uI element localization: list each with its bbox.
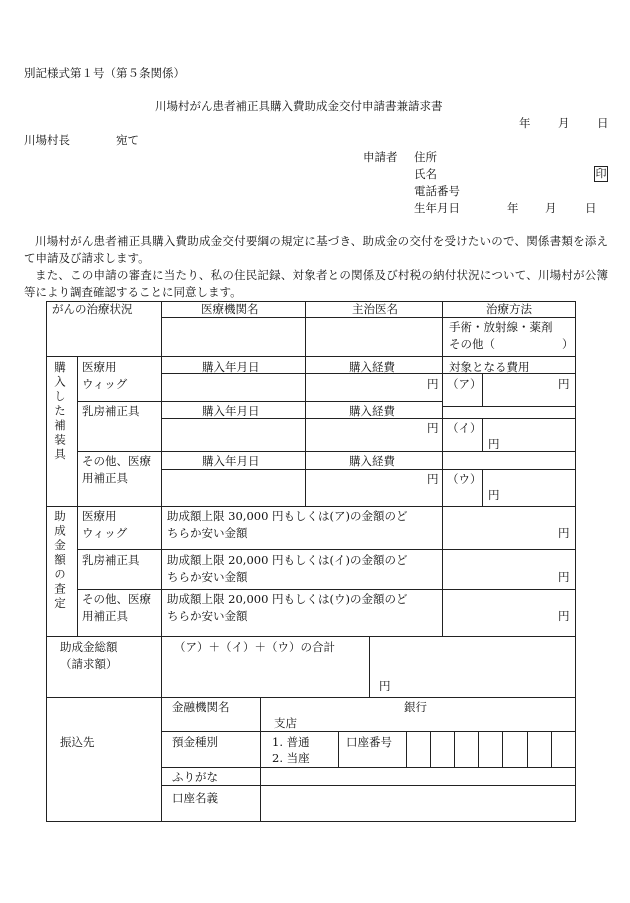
date-day: 日 <box>597 116 609 130</box>
assess3-name-2: 用補正具 <box>82 609 128 623</box>
assess3-rule-2: ちらか安い金額 <box>167 609 248 623</box>
assess1-name-2: ウィッグ <box>82 526 128 540</box>
account-type-1: 1. 普通 <box>272 735 310 749</box>
birth-day: 日 <box>585 201 597 215</box>
method-other: その他（ <box>449 337 495 351</box>
assess1-rule-2: ちらか安い金額 <box>167 526 248 540</box>
body-paragraph-1: 川場村がん患者補正具購入費助成金交付要綱の規定に基づき、助成金の交付を受けたいので、関係書類を添えて申請及び請求します。 <box>24 234 608 265</box>
form-number: 別記様式第１号（第５条関係） <box>24 66 185 80</box>
transfer-label: 振込先 <box>60 735 95 749</box>
addressee-suffix: 宛て <box>116 133 139 147</box>
item3-date-label: 購入年月日 <box>202 454 260 468</box>
seal-mark: 印 <box>595 167 607 180</box>
date-year: 年 <box>519 116 531 130</box>
birth-year: 年 <box>507 201 519 215</box>
item2-mark: （イ） <box>447 421 482 435</box>
bank-suffix: 銀行 <box>404 700 427 714</box>
branch-suffix: 支店 <box>274 716 297 730</box>
target-cost-label: 対象となる費用 <box>449 360 530 374</box>
furigana-label: ふりがな <box>172 770 218 784</box>
assess3-name-1: その他、医療 <box>82 592 151 606</box>
account-number-label: 口座番号 <box>346 735 392 749</box>
account-name-label: 口座名義 <box>172 791 218 805</box>
account-type-2: 2. 当座 <box>272 751 310 765</box>
date-month: 月 <box>558 116 570 130</box>
item1-cost-label: 購入経費 <box>349 360 395 374</box>
item1-name-1: 医療用 <box>82 360 117 374</box>
item3-cost-label: 購入経費 <box>349 454 395 468</box>
assess1-name-1: 医療用 <box>82 509 117 523</box>
application-form-table <box>46 301 576 822</box>
doctor-header: 主治医名 <box>352 302 398 316</box>
phone-label: 電話番号 <box>414 184 460 198</box>
method-header: 治療方法 <box>486 302 532 316</box>
item1-mark-yen: 円 <box>558 377 570 391</box>
assessment-label: 助成金額の査定 <box>53 510 67 612</box>
assess2-rule-1: 助成額上限 20,000 円もしくは(イ)の金額のど <box>167 553 408 567</box>
body-paragraph-2: また、この申請の審査に当たり、私の住民記録、対象者との関係及び村税の納付状況について、川場村が公簿等により調査確認することに同意します。 <box>24 268 608 299</box>
assess3-rule-1: 助成額上限 20,000 円もしくは(ウ)の金額のど <box>167 592 408 606</box>
assess2-yen: 円 <box>558 570 570 584</box>
document-title: 川場村がん患者補正具購入費助成金交付申請書兼請求書 <box>155 99 443 113</box>
item2-cost-label: 購入経費 <box>349 404 395 418</box>
item3-cost-yen: 円 <box>427 472 439 486</box>
assess3-yen: 円 <box>558 609 570 623</box>
item1-date-label: 購入年月日 <box>202 360 260 374</box>
item1-cost-yen: 円 <box>427 377 439 391</box>
bank-label: 金融機関名 <box>172 700 230 714</box>
item2-name-1: 乳房補正具 <box>82 404 140 418</box>
method-other-close: ） <box>562 337 574 351</box>
total-formula: （ア）＋（イ）＋（ウ）の合計 <box>174 640 335 654</box>
applicant-label: 申請者 <box>363 150 398 164</box>
item3-mark: （ウ） <box>447 472 482 486</box>
item3-mark-yen: 円 <box>488 488 500 502</box>
item2-mark-yen: 円 <box>488 437 500 451</box>
hospital-header: 医療機関名 <box>201 302 259 316</box>
assess2-name-1: 乳房補正具 <box>82 553 140 567</box>
total-label-1: 助成金総額 <box>60 640 118 654</box>
treatment-status-label: がんの治療状況 <box>52 302 133 316</box>
address-label: 住所 <box>414 150 437 164</box>
item1-name-2: ウィッグ <box>82 377 128 391</box>
name-label: 氏名 <box>414 167 437 181</box>
purchased-devices-label: 購入した補装具 <box>53 361 67 463</box>
assess1-yen: 円 <box>558 526 570 540</box>
account-type-label: 預金種別 <box>172 735 218 749</box>
item3-name-1: その他、医療 <box>82 454 151 468</box>
birth-label: 生年月日 <box>414 201 460 215</box>
birth-month: 月 <box>545 201 557 215</box>
total-yen: 円 <box>379 679 391 693</box>
item2-cost-yen: 円 <box>427 421 439 435</box>
item1-mark: （ア） <box>447 377 482 391</box>
total-label-2: （請求額） <box>60 657 118 671</box>
assess2-rule-2: ちらか安い金額 <box>167 570 248 584</box>
method-options: 手術・放射線・薬剤 <box>449 320 553 334</box>
item3-name-2: 用補正具 <box>82 471 128 485</box>
assess1-rule-1: 助成額上限 30,000 円もしくは(ア)の金額のど <box>167 509 408 523</box>
addressee: 川場村長 <box>24 133 70 147</box>
item2-date-label: 購入年月日 <box>202 404 260 418</box>
